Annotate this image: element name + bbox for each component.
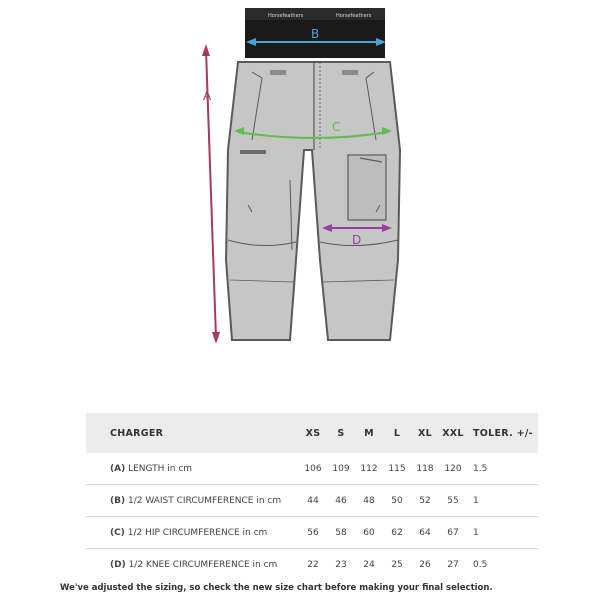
table-cell: 120 [444,463,462,474]
size-chart-table [86,413,538,580]
size-l-header: L [383,413,411,453]
sizing-note: We've adjusted the sizing, so check the new size chart before making your final selection. [60,583,493,593]
measure-c-label: C [332,120,341,134]
table-cell: 50 [383,485,411,517]
row-label [86,485,299,517]
table-cell: 109 [332,463,350,474]
table-row [86,485,538,517]
size-m-header: M [355,413,383,453]
size-xl-header: XL [411,413,439,453]
table-cell: 55 [439,485,467,517]
table-cell: 115 [388,463,406,474]
table-cell: 112 [360,463,378,474]
table-cell: 58 [327,517,355,549]
table-cell: 25 [383,549,411,581]
row-key: (A) [110,463,126,474]
row-label [86,549,299,581]
table-cell: 46 [327,485,355,517]
row-label [86,453,299,485]
table-header-row [86,413,538,453]
measure-d-label: D [352,233,362,247]
size-xxl-header: XXL [439,413,467,453]
row-key: (B) [110,495,126,506]
table-cell: 22 [299,549,327,581]
tolerance-cell: 1.5 [473,463,488,474]
measure-a-label: A [203,89,212,103]
tolerance-cell: 1 [467,485,538,517]
brand-label-right: Horsefeathers [336,13,372,19]
table-cell: 118 [416,463,434,474]
table-cell: 64 [411,517,439,549]
brand-label-left: Horsefeathers [268,13,304,19]
table-cell: 24 [355,549,383,581]
row-key: (D) [110,559,126,570]
table-cell: 44 [299,485,327,517]
table-cell: 48 [355,485,383,517]
row-text: LENGTH in cm [128,463,193,474]
table-row [86,517,538,549]
table-cell: 27 [439,549,467,581]
tolerance-cell: 0.5 [467,549,538,581]
row-label [86,517,299,549]
table-cell: 60 [355,517,383,549]
table-cell: 67 [439,517,467,549]
table-row [86,549,538,581]
table-cell: 52 [411,485,439,517]
row-key: (C) [110,527,125,538]
table-cell: 56 [299,517,327,549]
row-text: 1/2 WAIST CIRCUMFERENCE in cm [127,495,282,506]
tolerance-header: TOLER. +/- [467,413,538,453]
table-cell: 106 [304,463,322,474]
charger-header: CHARGER [86,413,299,453]
table-row [86,453,538,485]
measure-b-label: B [311,27,320,41]
table-cell: 23 [327,549,355,581]
row-text: 1/2 HIP CIRCUMFERENCE in cm [127,527,268,538]
size-s-header: S [327,413,355,453]
size-xs-header: XS [299,413,327,453]
row-text: 1/2 KNEE CIRCUMFERENCE in cm [128,559,278,570]
table-cell: 62 [383,517,411,549]
cargo-pocket [348,155,386,220]
table-cell: 26 [411,549,439,581]
tolerance-cell: 1 [467,517,538,549]
